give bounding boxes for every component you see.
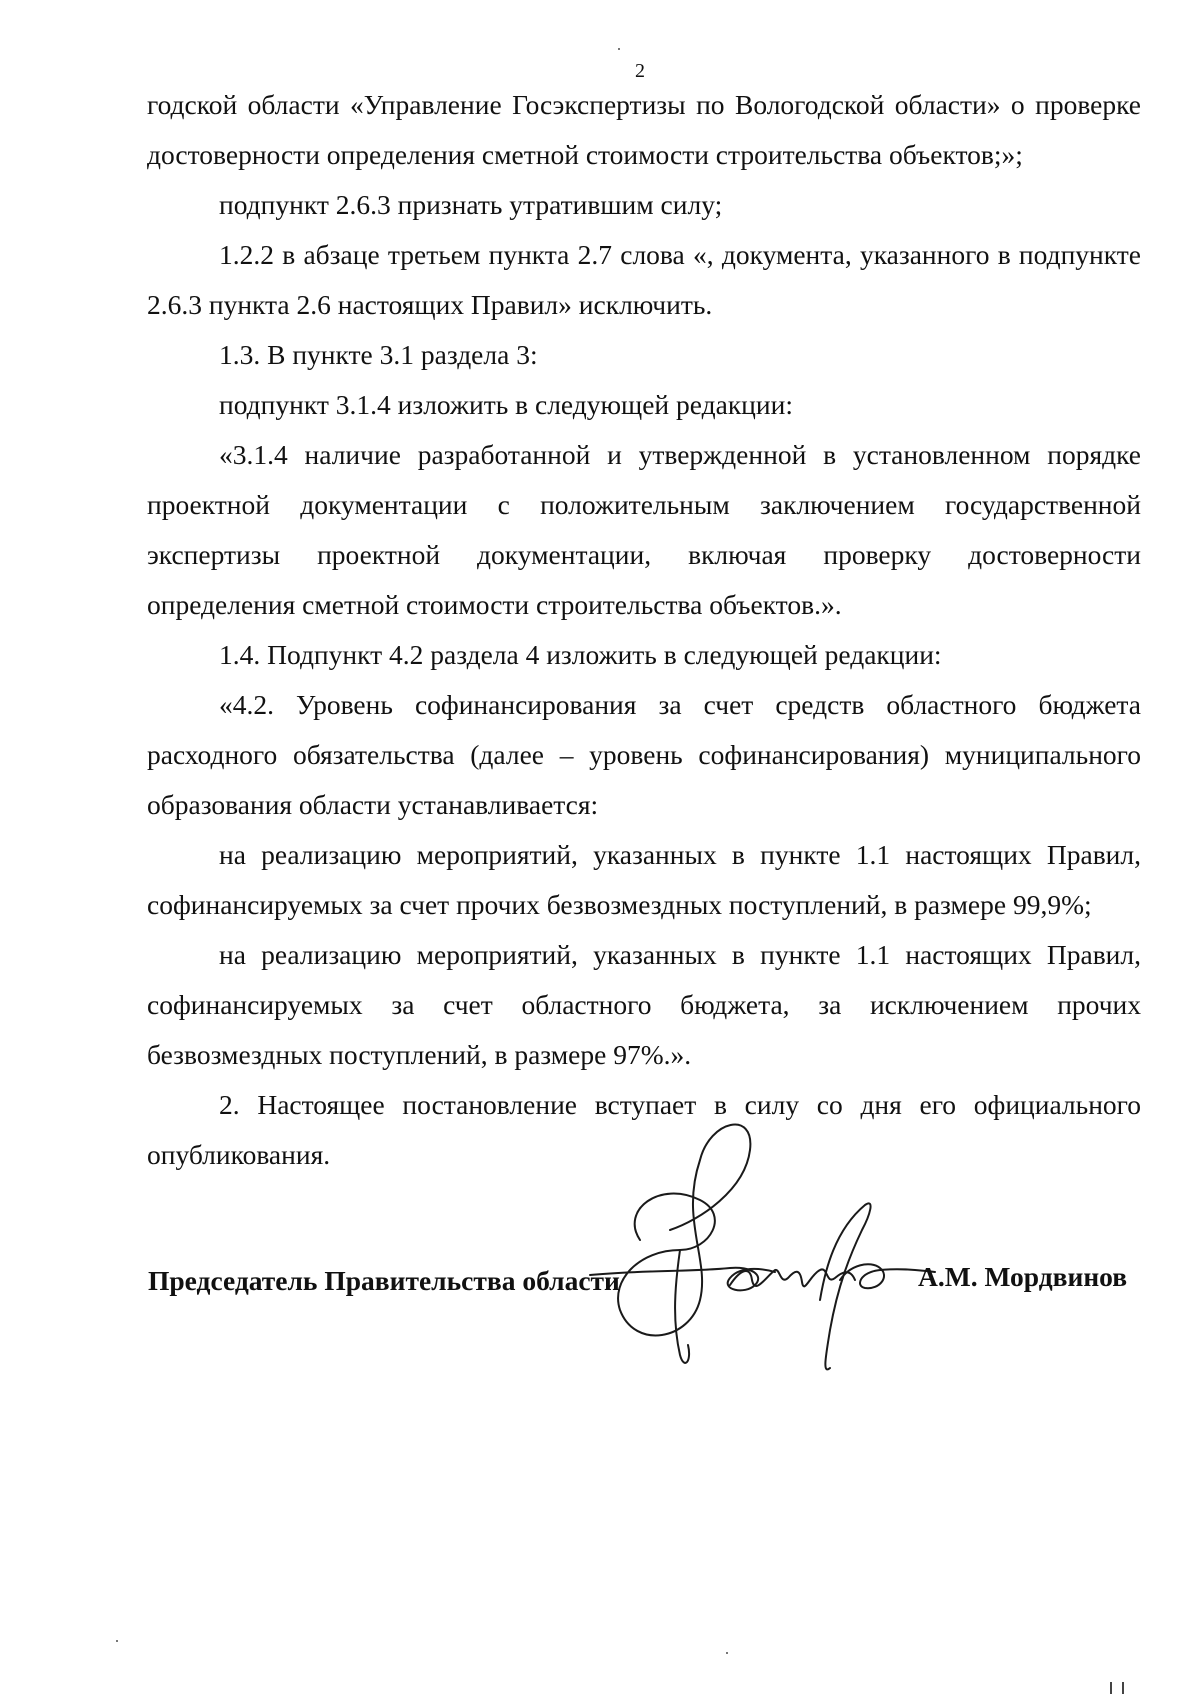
- paragraph-cofinancing-99-9: на реализацию мероприятий, указанных в пункте 1.1 настоящих Правил, софинансируемых за счет прочих безвозмездных поступлений, в размере 99,9%;: [147, 839, 1141, 920]
- paragraph-quote-3-1-4: «3.1.4 наличие разработанной и утвержденной в установленном порядке проектной документации с положительным заключением государственной экспертизы проектной документации, включая проверку достоверности определения сметной стоимости строительства объектов.».: [147, 439, 1141, 620]
- paragraph-quote-4-2: «4.2. Уровень софинансирования за счет средств областного бюджета расходного обязательства (далее – уровень софинансирования) муниципального образования области устанавливается:: [147, 689, 1141, 820]
- page-number: 2: [635, 60, 645, 82]
- signer-name: А.М. Мордвинов: [918, 1261, 1128, 1292]
- handwritten-signature: [580, 1100, 940, 1400]
- document-body: [147, 80, 1141, 1180]
- paragraph-1-4: 1.4. Подпункт 4.2 раздела 4 изложить в следующей редакции:: [219, 639, 942, 670]
- paragraph-subitem-3-1-4: подпункт 3.1.4 изложить в следующей редакции:: [219, 389, 793, 420]
- paragraph-cofinancing-97: на реализацию мероприятий, указанных в пункте 1.1 настоящих Правил, софинансируемых за счет областного бюджета, за исключением прочих безвозмездных поступлений, в размере 97%.».: [147, 939, 1141, 1070]
- scan-artifact-dot: [618, 48, 620, 50]
- paragraph-continuation: годской области «Управление Госэкспертизы по Вологодской области» о проверке достоверности определения сметной стоимости строительства объектов;»;: [147, 89, 1141, 170]
- paragraph-subitem-2-6-3: подпункт 2.6.3 признать утратившим силу;: [219, 189, 723, 220]
- signer-position: Председатель Правительства области: [148, 1265, 620, 1296]
- scan-artifact-tick: [1110, 1682, 1112, 1694]
- scan-artifact-dot: [116, 1640, 118, 1642]
- paragraph-2-effective: 2. Настоящее постановление вступает в силу со дня его официального опубликования.: [147, 1089, 1141, 1170]
- paragraph-1-3: 1.3. В пункте 3.1 раздела 3:: [219, 339, 538, 370]
- paragraph-1-2-2: 1.2.2 в абзаце третьем пункта 2.7 слова «, документа, указанного в подпункте 2.6.3 пункта 2.6 настоящих Правил» исключить.: [147, 239, 1141, 320]
- scan-artifact-tick: [1122, 1682, 1124, 1694]
- signature-block: [0, 1100, 1200, 1400]
- scan-artifact-dot: [726, 1652, 728, 1654]
